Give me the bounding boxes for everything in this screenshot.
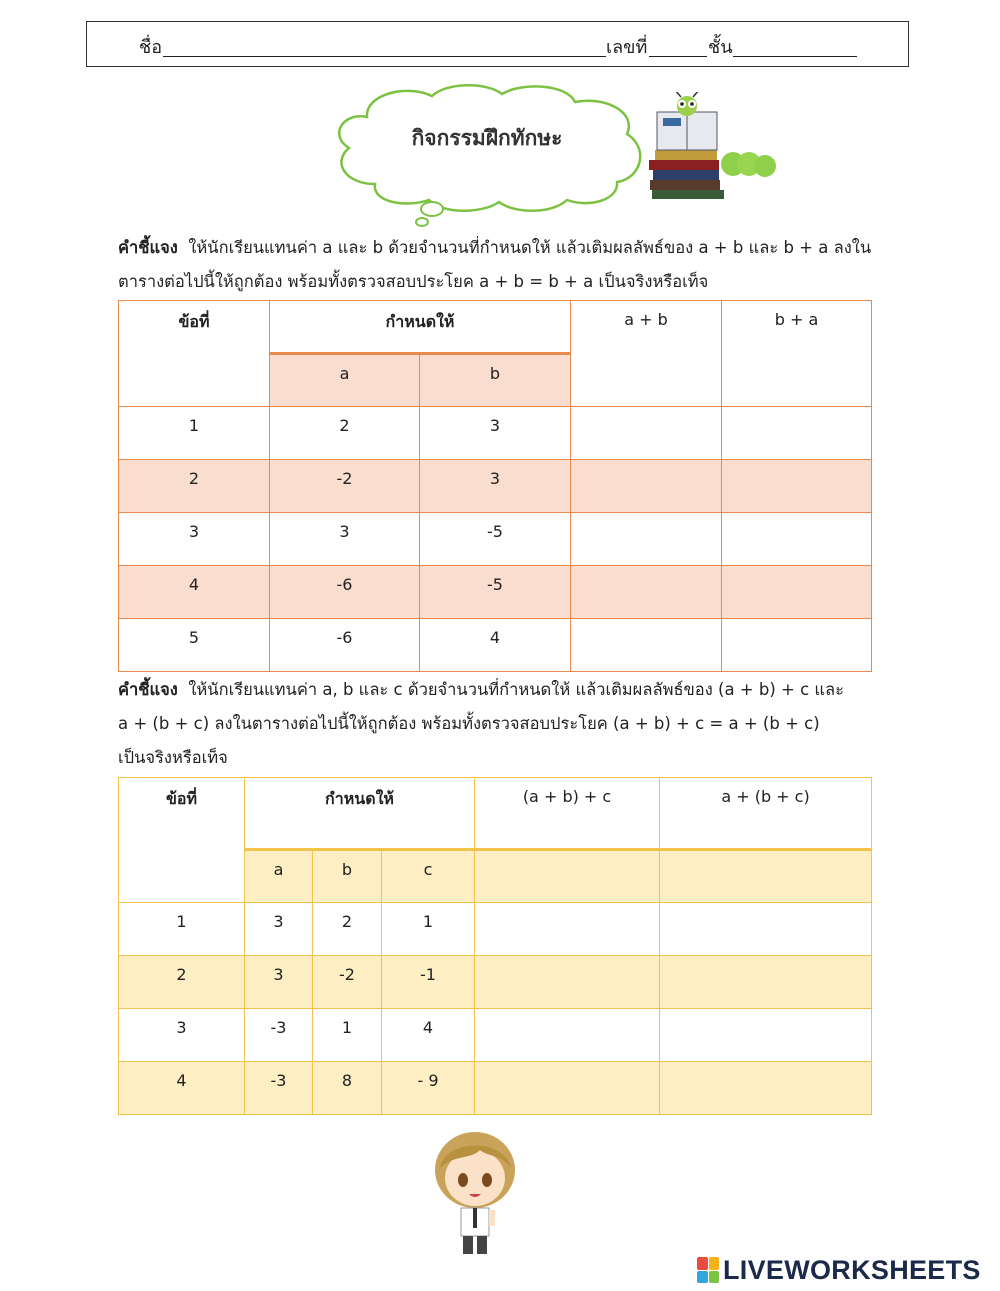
value-c: -1 <box>382 956 475 1009</box>
value-c: - 9 <box>382 1062 475 1115</box>
cartoon-boy-illustration <box>425 1128 525 1258</box>
answer-a-plus-b[interactable] <box>571 407 722 460</box>
value-c: 4 <box>382 1009 475 1062</box>
answer-b-plus-a[interactable] <box>722 513 872 566</box>
instruction-2-line3: เป็นจริงหรือเท็จ <box>118 748 228 767</box>
table-row <box>119 903 872 956</box>
row-no: 4 <box>119 566 270 619</box>
instruction-2-line1: ให้นักเรียนแทนค่า a, b และ c ด้วยจำนวนที่กำหนดให้ แล้วเติมผลลัพธ์ของ (a + b) + c และ <box>188 680 845 699</box>
class-label: ชั้น <box>708 37 733 58</box>
instruction-1-line1: ให้นักเรียนแทนค่า a และ b ด้วยจำนวนที่กำหนดให้ แล้วเติมผลลัพธ์ของ a + b และ b + a ลงใน <box>188 238 872 257</box>
value-a: -3 <box>245 1009 313 1062</box>
logo-text: LIVEWORKSHEETS <box>723 1254 981 1285</box>
instruction-2 <box>118 673 844 775</box>
header-b-plus-a: b + a <box>722 301 872 407</box>
name-blank[interactable] <box>163 56 606 57</box>
row-no: 2 <box>119 460 270 513</box>
number-blank[interactable] <box>649 56 707 57</box>
bug-reading-illustration <box>645 92 780 207</box>
table-row <box>119 513 872 566</box>
answer-a-plus-b[interactable] <box>571 566 722 619</box>
header-item-no: ข้อที่ <box>119 778 245 903</box>
table-row <box>119 619 872 672</box>
answer-ab-plus-c[interactable] <box>475 1009 660 1062</box>
value-a: 3 <box>245 903 313 956</box>
answer-b-plus-a[interactable] <box>722 566 872 619</box>
table-row <box>119 1062 872 1115</box>
answer-ab-plus-c[interactable] <box>475 1062 660 1115</box>
value-b: -5 <box>420 566 571 619</box>
value-c: 1 <box>382 903 475 956</box>
header-a-plus-b: a + b <box>571 301 722 407</box>
title-cloud <box>327 82 647 232</box>
answer-a-plus-bc[interactable] <box>660 1009 872 1062</box>
header-ab-plus-c: (a + b) + c <box>475 778 660 850</box>
value-b: 4 <box>420 619 571 672</box>
header-b: b <box>313 849 382 902</box>
value-a: 3 <box>270 513 420 566</box>
liveworksheets-logo-icon <box>697 1257 719 1283</box>
table-row <box>119 956 872 1009</box>
student-info-box <box>86 21 909 67</box>
value-a: -3 <box>245 1062 313 1115</box>
header-answer-blank <box>660 849 872 902</box>
instruction-2-label: คำชี้แจง <box>118 680 178 699</box>
value-b: 8 <box>313 1062 382 1115</box>
value-b: 3 <box>420 460 571 513</box>
answer-a-plus-bc[interactable] <box>660 903 872 956</box>
header-a-plus-bc: a + (b + c) <box>660 778 872 850</box>
value-a: 3 <box>245 956 313 1009</box>
name-label: ชื่อ <box>139 37 163 58</box>
header-a: a <box>270 354 420 407</box>
value-b: 2 <box>313 903 382 956</box>
page-title: กิจกรรมฝึกทักษะ <box>411 126 563 150</box>
row-no: 3 <box>119 1009 245 1062</box>
value-a: -2 <box>270 460 420 513</box>
answer-b-plus-a[interactable] <box>722 407 872 460</box>
answer-ab-plus-c[interactable] <box>475 903 660 956</box>
table-row <box>119 566 872 619</box>
header-item-no: ข้อที่ <box>119 301 270 407</box>
associative-table <box>118 777 872 1115</box>
instruction-1-line2: ตารางต่อไปนี้ให้ถูกต้อง พร้อมทั้งตรวจสอบประโยค a + b = b + a เป็นจริงหรือเท็จ <box>118 272 709 291</box>
table-row <box>119 460 872 513</box>
value-a: -6 <box>270 619 420 672</box>
row-no: 1 <box>119 903 245 956</box>
table-row <box>119 407 872 460</box>
header-b: b <box>420 354 571 407</box>
answer-a-plus-b[interactable] <box>571 513 722 566</box>
row-no: 4 <box>119 1062 245 1115</box>
row-no: 1 <box>119 407 270 460</box>
answer-a-plus-bc[interactable] <box>660 956 872 1009</box>
table-row <box>119 1009 872 1062</box>
answer-a-plus-b[interactable] <box>571 619 722 672</box>
row-no: 5 <box>119 619 270 672</box>
instruction-2-line2: a + (b + c) ลงในตารางต่อไปนี้ให้ถูกต้อง พร้อมทั้งตรวจสอบประโยค (a + b) + c = a + (b + c) <box>118 714 820 733</box>
number-label: เลขที่ <box>606 37 648 58</box>
header-given: กำหนดให้ <box>270 301 571 354</box>
value-a: -6 <box>270 566 420 619</box>
answer-b-plus-a[interactable] <box>722 460 872 513</box>
answer-b-plus-a[interactable] <box>722 619 872 672</box>
answer-a-plus-bc[interactable] <box>660 1062 872 1115</box>
answer-ab-plus-c[interactable] <box>475 956 660 1009</box>
liveworksheets-logo <box>697 1255 981 1285</box>
row-no: 2 <box>119 956 245 1009</box>
value-b: 1 <box>313 1009 382 1062</box>
instruction-1 <box>118 231 871 299</box>
commutative-table <box>118 300 872 672</box>
value-b: -2 <box>313 956 382 1009</box>
header-c: c <box>382 849 475 902</box>
value-b: -5 <box>420 513 571 566</box>
instruction-1-label: คำชี้แจง <box>118 238 178 257</box>
value-b: 3 <box>420 407 571 460</box>
value-a: 2 <box>270 407 420 460</box>
answer-a-plus-b[interactable] <box>571 460 722 513</box>
row-no: 3 <box>119 513 270 566</box>
class-blank[interactable] <box>733 56 857 57</box>
header-answer-blank <box>475 849 660 902</box>
header-a: a <box>245 849 313 902</box>
header-given: กำหนดให้ <box>245 778 475 850</box>
